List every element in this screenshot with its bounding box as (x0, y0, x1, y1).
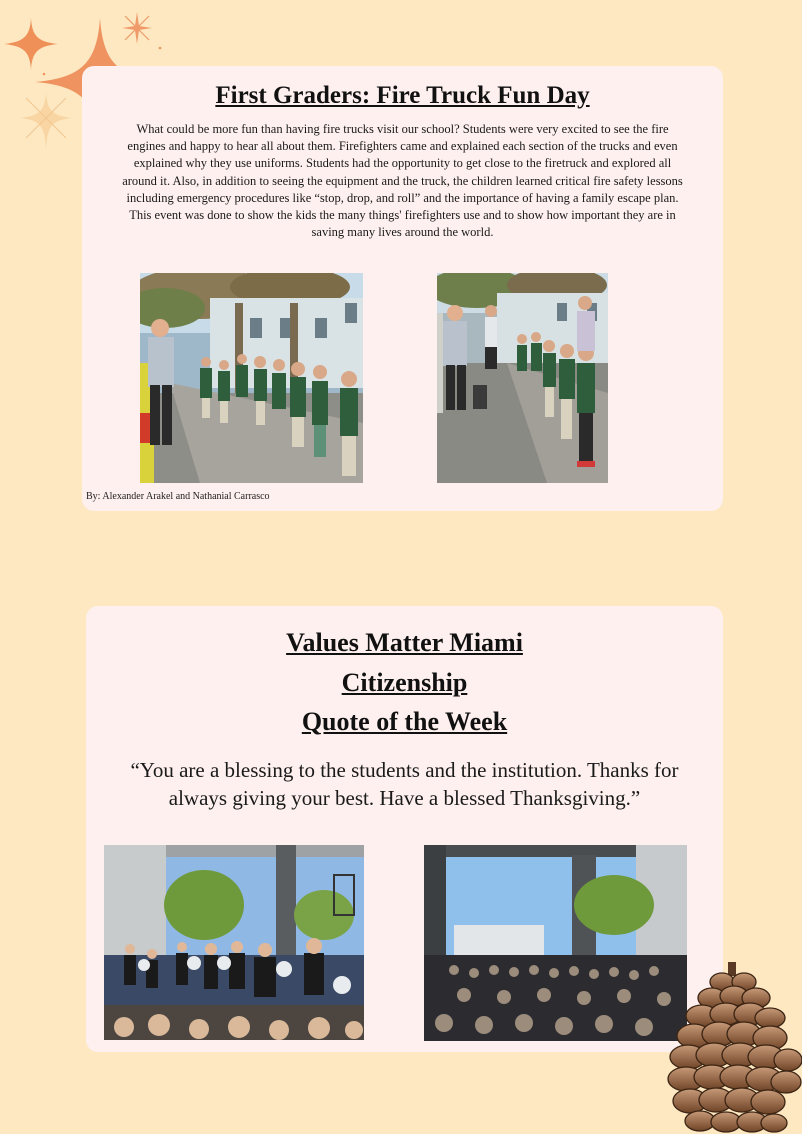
fire-truck-photo-left (140, 273, 363, 483)
fire-truck-photo-right (437, 273, 608, 483)
pinecone-icon (664, 962, 802, 1134)
article-title: First Graders: Fire Truck Fun Day (215, 82, 590, 109)
values-card (86, 606, 723, 1052)
article-body: What could be more fun than having fire trucks visit our school? Students were very excited to see the fire engines and happy to hear all about them. Firefighters came and explained each section of the trucks and even explained why they use uniforms. Students had the opportunity to get close to the firetruck and explored all around it. Also, in addition to seeing the equipment and the truck, the children learned critical fire safety lessons including emergency procedures like “stop, drop, and roll” and the importance of having a family escape plan. This event was done to show the kids the many things' firefighters use and to show how important they are in saving many lives around the world. (122, 122, 683, 240)
cheerleaders-photo (104, 845, 364, 1040)
assembly-photo (424, 845, 687, 1041)
values-title-line2: Citizenship (341, 668, 468, 697)
article-card (82, 66, 723, 511)
article-byline: By: Alexander Arakel and Nathanial Carrasco (86, 491, 270, 502)
values-title-line3: Quote of the Week (301, 707, 508, 736)
values-title-line1: Values Matter Miami (286, 628, 523, 657)
quote-of-the-week: “You are a blessing to the students and the institution. Thanks for always giving your best. Have a blessed Thanksgiving.” (130, 758, 679, 810)
